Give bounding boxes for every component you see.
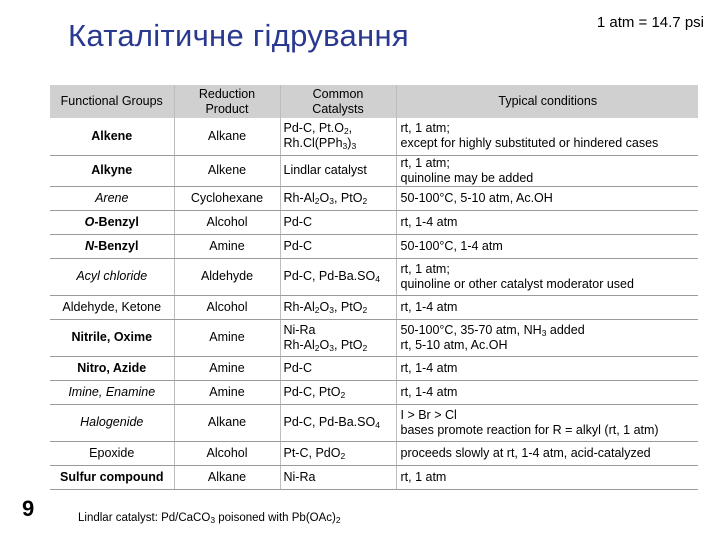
text-run: Rh.Cl(PPh (283, 136, 343, 151)
text-run: , PtO (333, 299, 363, 314)
cell-reduction-product: Alcohol (174, 295, 280, 319)
catalyst-line (284, 239, 393, 254)
conditions-line: rt, 1-4 atm (400, 299, 458, 314)
text-run: rt, 5-10 atm, Ac.OH (400, 337, 508, 352)
cell-reduction-product: Alkane (174, 465, 280, 489)
subscript: 3 (329, 304, 334, 315)
subscript: 2 (362, 304, 368, 315)
text-run: added (546, 322, 585, 337)
page-number: 9 (22, 496, 35, 521)
text-run: Rh-Al (283, 190, 315, 205)
cell-reduction-product: Amine (174, 380, 280, 404)
conditions-line: rt, 1 atm; (400, 261, 450, 276)
text-run: Pd-C, Pd-Ba.SO (283, 269, 376, 283)
cell-catalyst (280, 295, 396, 319)
cell-conditions (396, 234, 698, 258)
conditions-line: 50-100°C, 5-10 atm, Ac.OH (400, 190, 553, 205)
subscript: 4 (375, 420, 380, 430)
cell-functional-group (50, 380, 174, 404)
cell-conditions (396, 210, 698, 234)
cell-reduction-product: Alkene (174, 155, 280, 186)
cell-reduction-product: Amine (174, 234, 280, 258)
cell-catalyst (280, 465, 396, 489)
group-name: Aldehyde, Ketone (62, 299, 162, 314)
cell-catalyst (280, 234, 396, 258)
text-run: Pd-C, Pd-Ba.SO (283, 415, 376, 429)
catalyst-line (284, 269, 393, 284)
table-row (50, 356, 698, 380)
group-name: -Benzyl (94, 214, 139, 229)
cell-conditions (396, 186, 698, 210)
header-reduction-product (174, 85, 280, 118)
cell-functional-group (50, 155, 174, 186)
catalyst-line (284, 385, 393, 400)
cell-catalyst (280, 210, 396, 234)
text-run: Rh-Al (283, 337, 315, 352)
text-run: Pd-C, Pt.O (283, 121, 344, 136)
cell-reduction-product: Alcohol (174, 210, 280, 234)
conditions-line: rt, 1 atm (400, 469, 447, 484)
table-row (50, 155, 698, 186)
subscript: 2 (343, 126, 349, 137)
cell-functional-group (50, 118, 174, 155)
text-run: poisoned with Pb(OAc) (215, 512, 336, 524)
cell-reduction-product: Amine (174, 319, 280, 356)
cell-catalyst (280, 186, 396, 210)
group-name: Nitrile, Oxime (71, 330, 153, 344)
text-run: Lindlar catalyst (283, 163, 367, 177)
conditions-line: quinoline may be added (400, 170, 534, 185)
catalyst-line (284, 323, 393, 338)
cell-functional-group (50, 295, 174, 319)
subscript: 3 (342, 141, 348, 152)
cell-functional-group (50, 234, 174, 258)
text-run: O (319, 190, 330, 205)
subscript: 3 (329, 342, 334, 353)
cell-catalyst (280, 356, 396, 380)
units-note: 1 atm = 14.7 psi (596, 14, 704, 31)
cell-conditions (396, 441, 698, 465)
cell-functional-group (50, 356, 174, 380)
footnote (78, 512, 341, 524)
cell-conditions (396, 380, 698, 404)
text-run: Pt-C, PdO (283, 445, 341, 460)
cell-catalyst (280, 258, 396, 295)
text-run: O (319, 299, 330, 314)
cell-catalyst (280, 118, 396, 155)
cell-reduction-product: Aldehyde (174, 258, 280, 295)
subscript: 2 (314, 304, 320, 315)
text-run: Pd-C (283, 238, 312, 253)
group-prefix: O (84, 214, 95, 229)
subscript: 2 (340, 389, 346, 400)
cell-conditions (396, 295, 698, 319)
catalyst-line (284, 361, 393, 376)
table-row (50, 441, 698, 465)
cell-reduction-product: Alkane (174, 118, 280, 155)
text-run: , (348, 121, 353, 136)
cell-catalyst (280, 319, 396, 356)
table-row (50, 234, 698, 258)
conditions-line: quinoline or other catalyst moderator used (400, 276, 634, 291)
group-name: Arene (95, 190, 129, 205)
table-row (50, 380, 698, 404)
cell-catalyst (280, 404, 396, 441)
hydrogenation-table (50, 85, 698, 490)
group-name: Acyl chloride (76, 269, 148, 283)
conditions-line: rt, 1-4 atm (400, 384, 458, 399)
subscript: 2 (335, 515, 341, 525)
group-name: Sulfur compound (60, 469, 164, 484)
header-functional-groups: Functional Groups (50, 85, 174, 118)
text-run: Ni-Ra (283, 322, 316, 337)
header-line: Reduction (198, 86, 256, 101)
cell-functional-group (50, 465, 174, 489)
table-row (50, 319, 698, 356)
catalyst-line (284, 215, 393, 230)
subscript: 3 (351, 141, 357, 152)
text-run: Ni-Ra (283, 469, 316, 484)
cell-reduction-product: Alkane (174, 404, 280, 441)
header-common-catalysts (280, 85, 396, 118)
table-row (50, 465, 698, 489)
subscript: 2 (340, 450, 346, 461)
conditions-line (401, 323, 696, 338)
catalyst-line (284, 300, 393, 315)
group-name: Imine, Enamine (68, 384, 156, 399)
text-run: Pd-C (283, 214, 312, 229)
cell-functional-group (50, 210, 174, 234)
cell-functional-group (50, 258, 174, 295)
text-run: Rh-Al (283, 299, 315, 314)
cell-conditions (396, 258, 698, 295)
cell-reduction-product: Alcohol (174, 441, 280, 465)
catalyst-line (284, 191, 393, 206)
catalyst-line (284, 163, 393, 178)
text-run: O (319, 337, 330, 352)
header-line: Product (205, 101, 249, 116)
catalyst-line (284, 415, 393, 430)
header-line: Common (312, 86, 364, 101)
table-row (50, 258, 698, 295)
table-row (50, 404, 698, 441)
cell-conditions (396, 118, 698, 155)
subscript: 2 (314, 342, 320, 353)
table-row (50, 295, 698, 319)
table-row (50, 118, 698, 155)
page-title: Каталітичне гідрування (68, 18, 409, 53)
subscript: 2 (314, 195, 320, 206)
subscript: 3 (210, 515, 216, 525)
text-run: , PtO (333, 337, 363, 352)
conditions-line: rt, 1 atm; (400, 155, 450, 170)
conditions-line: proceeds slowly at rt, 1-4 atm, acid-catalyzed (400, 445, 651, 460)
table-header-row (50, 85, 698, 118)
text-run: Pd-C (283, 360, 312, 375)
text-run: ) (347, 136, 352, 151)
group-name: -Benzyl (94, 238, 139, 253)
cell-catalyst (280, 155, 396, 186)
catalyst-line (284, 136, 393, 151)
cell-conditions (396, 465, 698, 489)
catalyst-line (284, 470, 393, 485)
conditions-line: except for highly substituted or hindered cases (400, 136, 659, 151)
text-run: 50-100°C, 35-70 atm, NH (400, 322, 542, 337)
cell-functional-group (50, 319, 174, 356)
cell-conditions (396, 319, 698, 356)
group-name: Alkene (91, 128, 133, 143)
text-run: Lindlar catalyst: Pd/CaCO (78, 512, 211, 524)
subscript: 4 (375, 274, 380, 284)
group-name: Nitro, Azide (77, 360, 147, 375)
group-name: Halogenide (80, 415, 144, 429)
header-line: Catalysts (312, 101, 364, 116)
header-typical-conditions: Typical conditions (396, 85, 698, 118)
text-run: Pd-C, PtO (283, 384, 341, 399)
conditions-line: rt, 1 atm; (400, 121, 450, 136)
cell-functional-group (50, 441, 174, 465)
cell-conditions (396, 404, 698, 441)
subscript: 3 (541, 327, 547, 338)
table-row (50, 210, 698, 234)
cell-catalyst (280, 380, 396, 404)
subscript: 2 (362, 195, 368, 206)
conditions-line (401, 338, 696, 353)
conditions-line: bases promote reaction for R = alkyl (rt, 1 atm) (400, 422, 659, 437)
conditions-line: 50-100°C, 1-4 atm (400, 238, 503, 253)
group-prefix: N (85, 238, 95, 253)
catalyst-line (284, 446, 393, 461)
cell-conditions (396, 356, 698, 380)
conditions-line: rt, 1-4 atm (400, 360, 458, 375)
group-name: Alkyne (91, 163, 133, 177)
conditions-line: rt, 1-4 atm (400, 214, 458, 229)
subscript: 2 (362, 342, 368, 353)
table-row (50, 186, 698, 210)
cell-conditions (396, 155, 698, 186)
group-name: Epoxide (89, 445, 135, 460)
conditions-line: I > Br > Cl (400, 407, 457, 422)
text-run: , PtO (333, 190, 363, 205)
cell-functional-group (50, 404, 174, 441)
cell-functional-group (50, 186, 174, 210)
catalyst-line (284, 338, 393, 353)
catalyst-line (284, 121, 393, 136)
subscript: 3 (329, 195, 334, 206)
cell-reduction-product: Cyclohexane (174, 186, 280, 210)
cell-catalyst (280, 441, 396, 465)
cell-reduction-product: Amine (174, 356, 280, 380)
